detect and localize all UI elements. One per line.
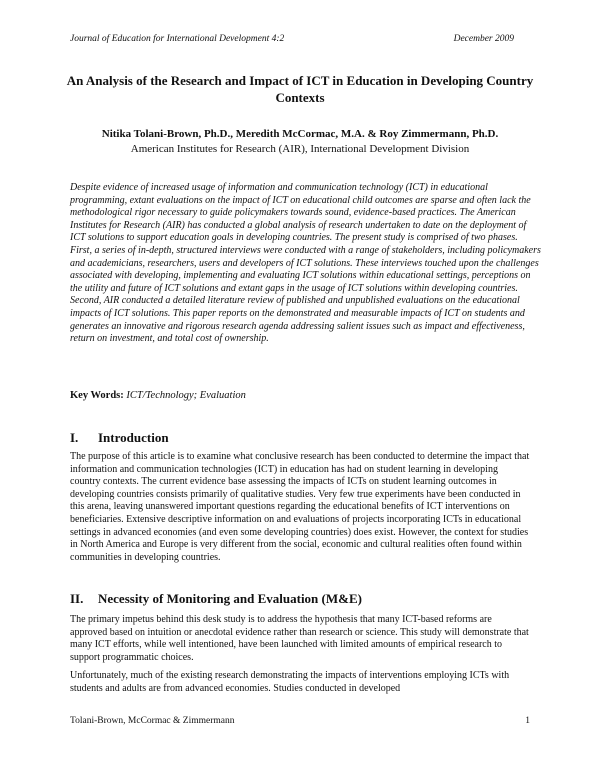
author-affiliation: American Institutes for Research (AIR), International Development Division [130,143,470,155]
running-footer [70,716,530,726]
journal-name: Journal of Education for International Development 4:2 [70,34,285,44]
section-heading-monitoring-evaluation [70,591,362,607]
footer-authors: Tolani-Brown, McCormac & Zimmermann [70,716,235,726]
section-heading-introduction [70,430,169,446]
section-title: Introduction [98,430,169,445]
keywords [70,390,246,401]
section-number: I. [70,430,79,445]
introduction-paragraph: The purpose of this article is to examine what conclusive research has been conducted to determine the impact that information and communication technologies (ICT) in education has had on student learning in developing country contexts. The current evidence base assessing the impacts of ICTs on student learning outcomes in developing countries consists primarily of qualitative studies. Very few true experiments have been conducted in this arena, leaving unanswered important questions regarding the educational benefits of ICT interventions on beneficiaries. Extensive descriptive information on and evaluations of projects incorporating ICTs in educational settings in advanced economies (and even some developing countries) does exist. However, the context for studies in North America and Europe is very different from the social, economic and cultural realities often found within communities in developing countries. [70,451,530,563]
page-number: 1 [525,716,530,726]
monitoring-paragraph-2: Unfortunately, much of the existing research demonstrating the impacts of interventions employing ICTs with students and adults are from advanced economies. Studies conducted in developed [70,670,510,694]
issue-date: December 2009 [453,34,514,44]
author-list: Nitika Tolani-Brown, Ph.D., Meredith McCormac, M.A. & Roy Zimmermann, Ph.D. [101,128,499,140]
paper-title: An Analysis of the Research and Impact of ICT in Education in Developing Country Contexts [66,73,534,105]
keywords-value: ICT/Technology; Evaluation [126,390,246,401]
abstract: Despite evidence of increased usage of information and communication technology (ICT) in educational programming, extant evaluations on the impact of ICT on educational child outcomes are sparse and often lack the methodological rigor necessary to guide policymakers towards sound, evidence-based practices. The American Institutes for Research (AIR) has conducted a global analysis of research undertaken to date on the deployment of ICT solutions to support education goals in developing countries. The present study is comprised of two phases. First, a series of in-depth, structured interviews were conducted with a range of stakeholders, including policymakers and academicians, researchers, users and developers of ICT solutions. These interviews touched upon the challenges associated with developing, implementing and evaluating ICT solutions within educational settings, perceptions on the utility and future of ICT solutions and extant gaps in the usage of ICT solutions within developing countries. Second, AIR conducted a detailed literature review of published and unpublished evaluations on the educational impacts of ICT solutions. This paper reports on the demonstrated and measurable impacts of ICT on students and generates an innovative and rigorous research agenda addressing salient issues such as impact and effectiveness, return on investment, and total cost of ownership. [70,182,541,345]
monitoring-paragraph-1: The primary impetus behind this desk study is to address the hypothesis that many ICT-based reforms are approved based on intuition or anecdotal evidence rather than research or science. This study will demonstrate that many ICT efforts, while well intentioned, have been launched with limited amounts of empirical research to support programmatic choices. [70,614,529,663]
keywords-label: Key Words: [70,390,124,401]
section-title: Necessity of Monitoring and Evaluation (M&E) [98,591,362,606]
section-number: II. [70,591,84,606]
running-header [70,34,514,44]
